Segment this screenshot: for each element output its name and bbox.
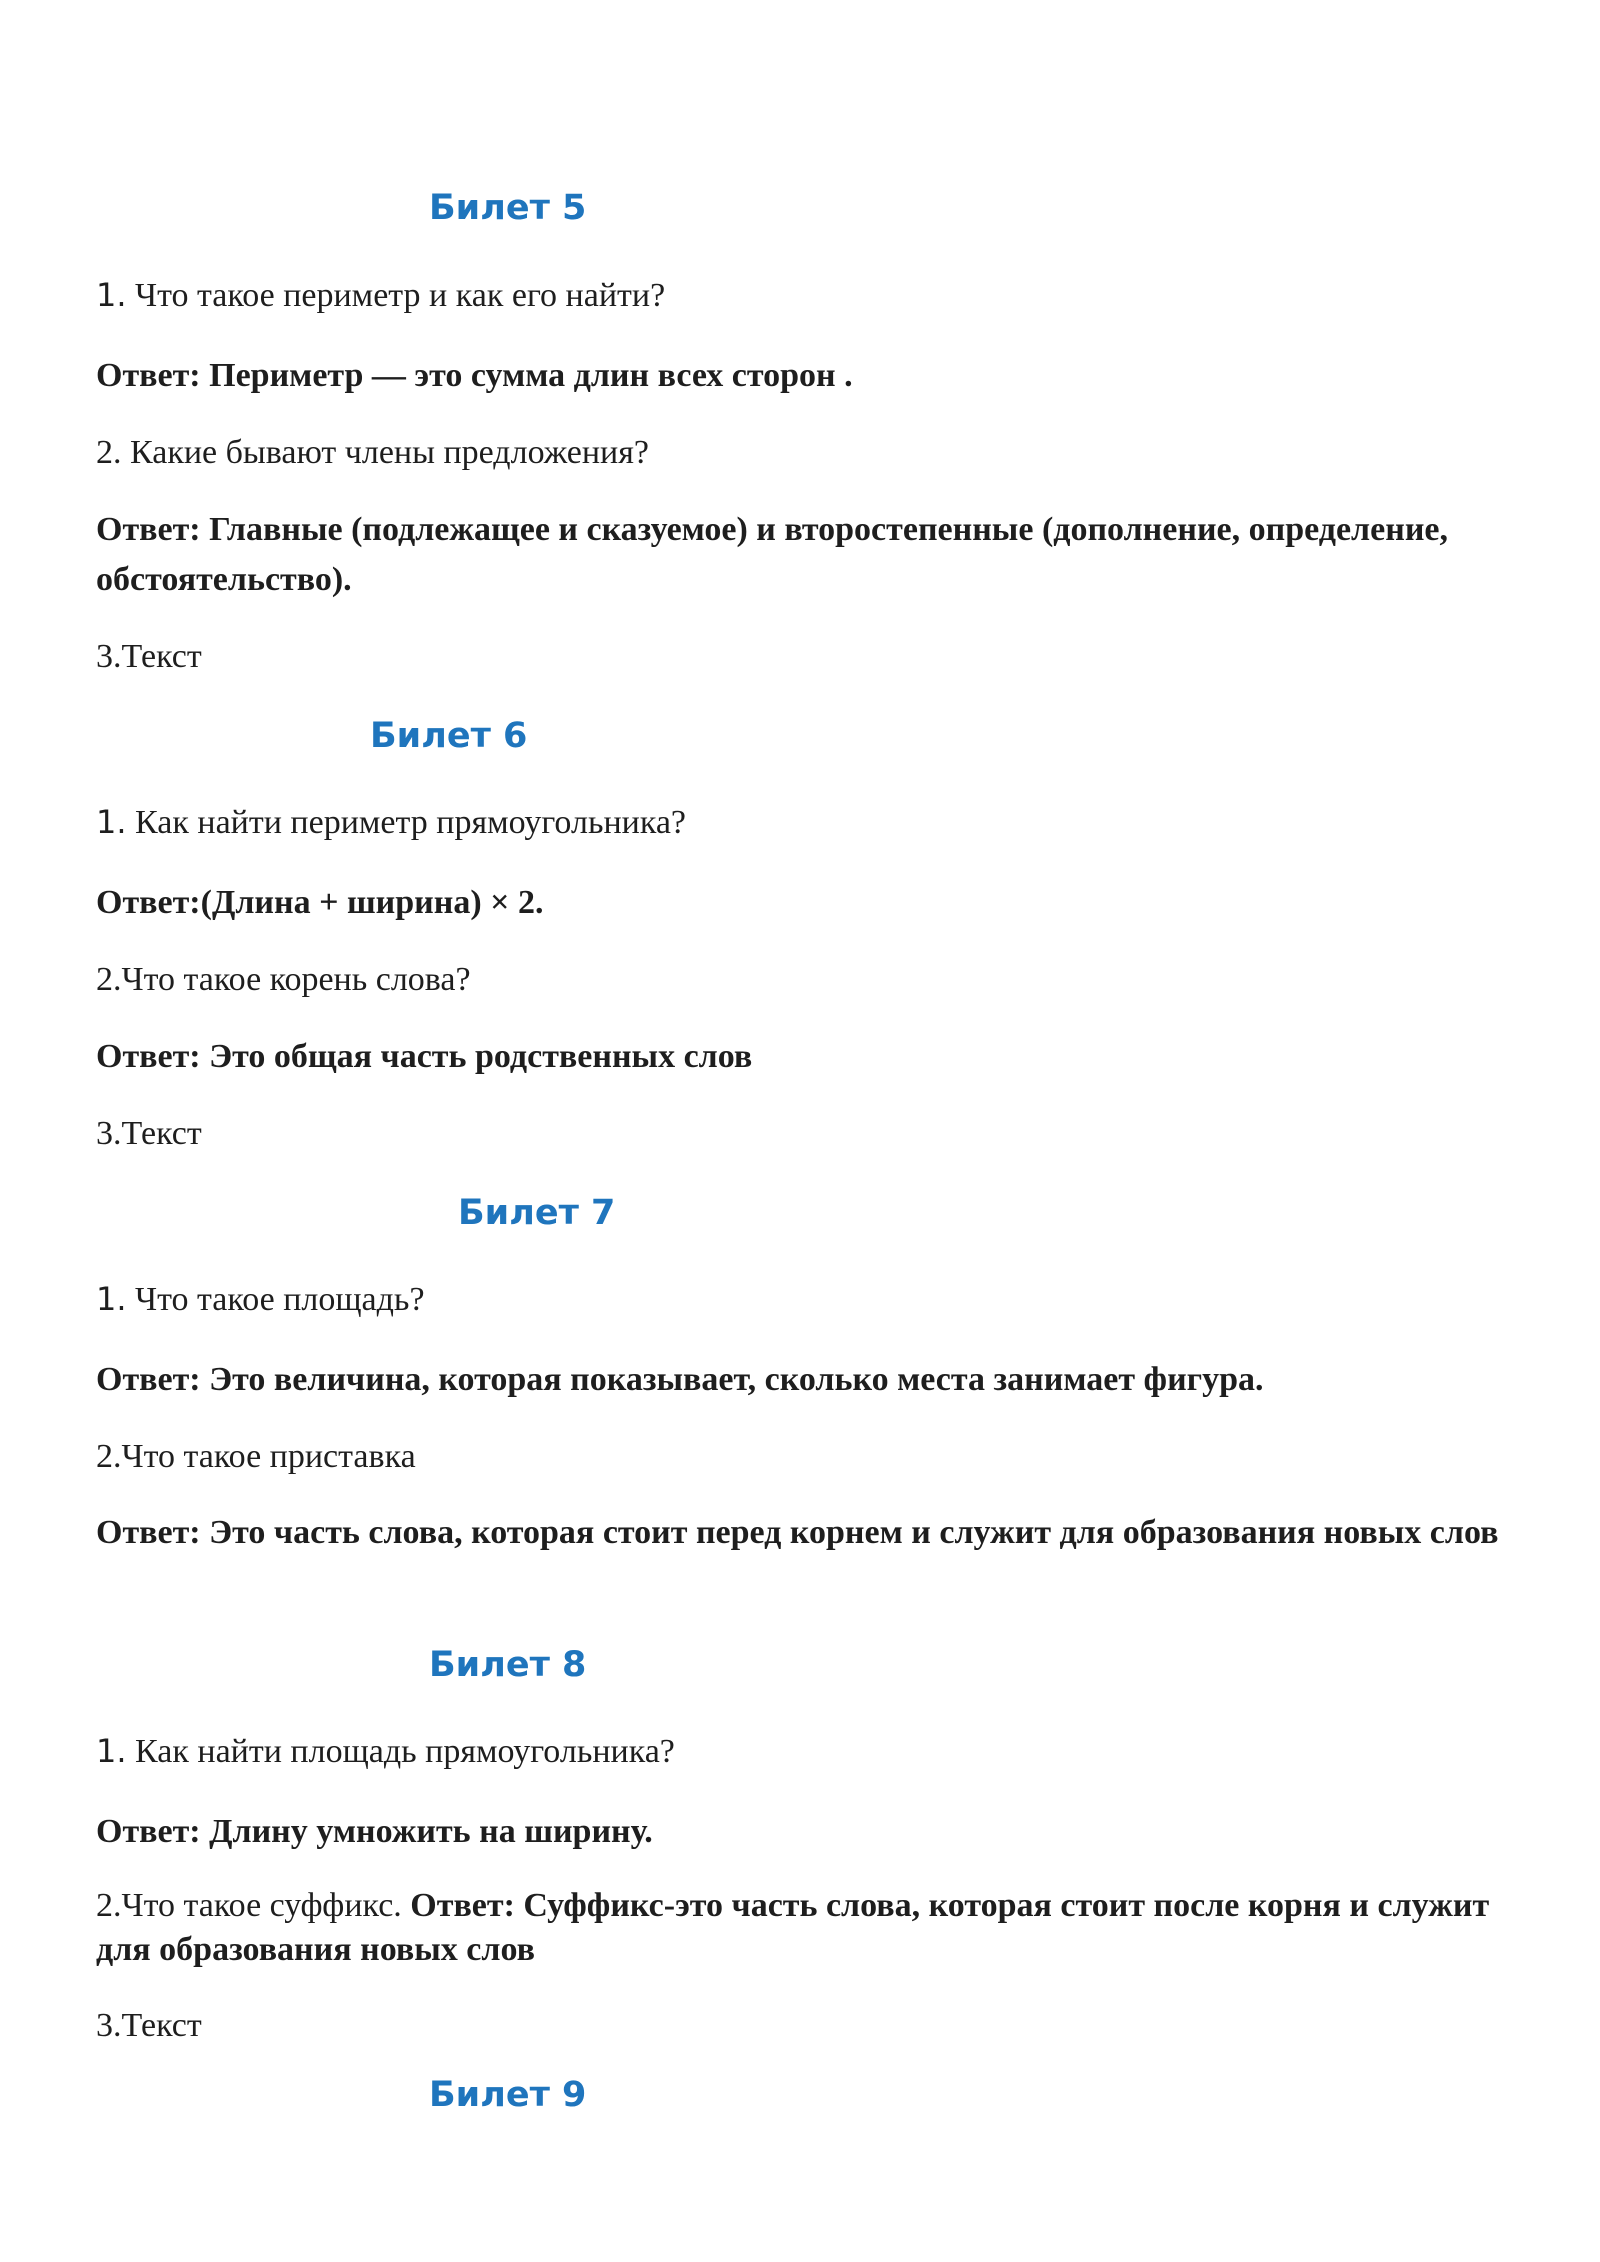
ticket-7-question-2: 2.Что такое приставка [96, 1438, 416, 1475]
question-number: 1. [96, 1280, 127, 1318]
ticket-5-question-2: 2. Какие бывают члены предложения? [96, 434, 649, 471]
question-text: Как найти периметр прямоугольника? [135, 804, 687, 841]
question-text: Как найти площадь прямоугольника? [135, 1733, 675, 1770]
ticket-6-question-1 [96, 797, 1516, 848]
question-number: 1. [96, 276, 127, 314]
question-text: 2.Что такое суффикс. [96, 1887, 402, 1924]
ticket-6-question-2: 2.Что такое корень слова? [96, 961, 471, 998]
ticket-5-answer-2: Ответ: Главные (подлежащее и сказуемое) и второстепенные (дополнение, определение, обстоятельство). [96, 511, 1448, 598]
question-text: Что такое периметр и как его найти? [135, 277, 666, 314]
ticket-6-title: Билет 6 [370, 716, 528, 756]
ticket-6-question-3: 3.Текст [96, 1115, 202, 1152]
ticket-8-question-2 [96, 1884, 1516, 1972]
ticket-7-answer-1: Ответ: Это величина, которая показывает, сколько места занимает фигура. [96, 1361, 1264, 1398]
question-text: Что такое площадь? [135, 1281, 425, 1318]
question-number: 1. [96, 1732, 127, 1770]
question-number: 1. [96, 803, 127, 841]
ticket-5-title: Билет 5 [429, 188, 587, 228]
ticket-5-question-3: 3.Текст [96, 638, 202, 675]
ticket-6-answer-1: Ответ:(Длина + ширина) × 2. [96, 884, 544, 921]
ticket-5-answer-1: Ответ: Периметр — это сумма длин всех сторон . [96, 357, 853, 394]
ticket-6-answer-2: Ответ: Это общая часть родственных слов [96, 1038, 753, 1075]
ticket-8-question-1 [96, 1726, 1516, 1777]
ticket-8-question-3: 3.Текст [96, 2007, 202, 2044]
ticket-5-question-1 [96, 270, 1516, 321]
ticket-7-title: Билет 7 [458, 1193, 616, 1233]
ticket-8-answer-1: Ответ: Длину умножить на ширину. [96, 1813, 653, 1850]
ticket-9-title: Билет 9 [429, 2075, 587, 2115]
ticket-7-question-1 [96, 1274, 1516, 1325]
ticket-8-title: Билет 8 [429, 1645, 587, 1685]
inline-answer: Ответ: Суффикс-это часть слова, которая стоит после корня и служит для образования новых слов [96, 1887, 1490, 1968]
ticket-7-answer-2: Ответ: Это часть слова, которая стоит перед корнем и служит для образования новых слов [96, 1514, 1499, 1551]
